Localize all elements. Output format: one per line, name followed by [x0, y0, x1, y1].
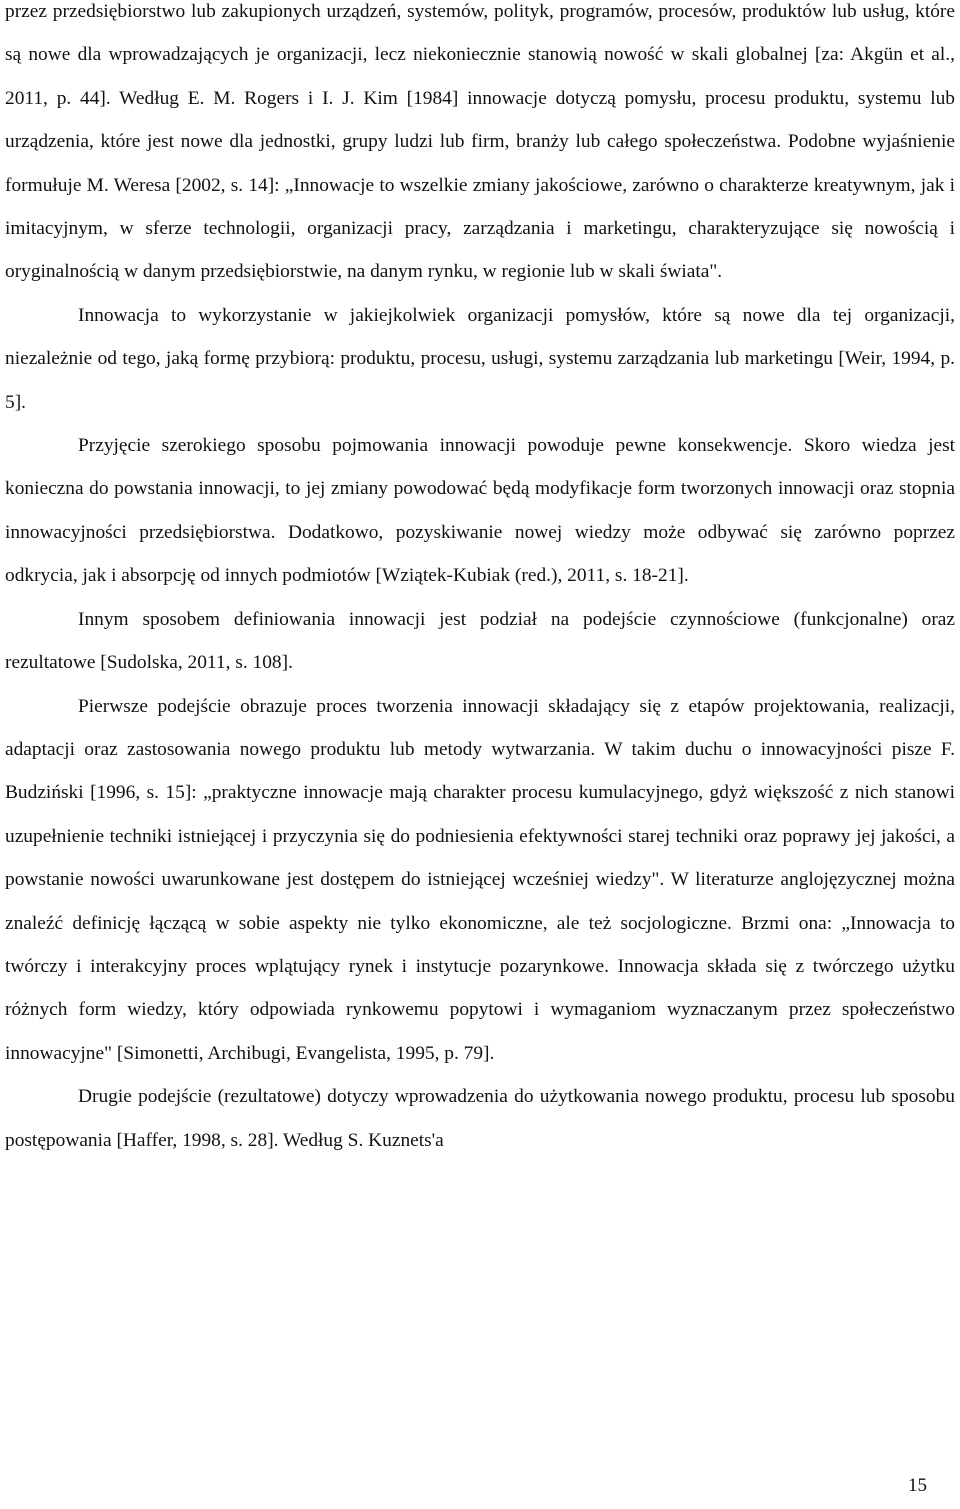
paragraph-another-definition: Innym sposobem definiowania innowacji jest podział na podejście czynnościowe (funkcjonalne) oraz rezultatowe [Sudolska, 2011, s. 108]. — [5, 608, 955, 674]
paragraph-continuation: przez przedsiębiorstwo lub zakupionych urządzeń, systemów, polityk, programów, procesów, produktów lub usług, które są nowe dla wprowadzających je organizacji, lecz niekoniecznie stanowią nowość w skali globalnej [za: Akgün et al., 2011, p. 44]. Według E. M. Rogers i I. J. Kim [1984] innowacje dotyczą pomysłu, procesu produktu, systemu lub urządzenia, które jest nowe dla jednostki, grupy ludzi lub firm, branży lub całego społeczeństwa. Podobne wyjaśnienie formułuje M. Weresa [2002, s. 14]: „Innowacje to wszelkie zmiany jakościowe, zarówno o charakterze kreatywnym, jak i imitacyjnym, w sferze technologii, organizacji pracy, zarządzania i marketingu, charakteryzujące się nowością i oryginalnością w danym przedsiębiorstwie, na danym rynku, w regionie lub w skali świata". — [5, 1, 955, 283]
page-number: 15 — [908, 1475, 927, 1496]
paragraph-first-approach: Pierwsze podejście obrazuje proces tworzenia innowacji składający się z etapów projektowania, realizacji, adaptacji oraz zastosowania nowego produktu lub metody wytwarzania. W takim duchu o innowacyjności pisze F. Budziński [1996, s. 15]: „praktyczne innowacje mają charakter procesu kumulacyjnego, gdyż większość z nich stanowi uzupełnienie techniki istniejącej i przyczynia się do podniesienia efektywności starej techniki oraz poprawy jej jakości, a powstanie nowości uwarunkowane jest dostępem do istniejącej wcześniej wiedzy". W literaturze anglojęzycznej można znaleźć definicję łączącą w sobie aspekty nie tylko ekonomiczne, ale też socjologiczne. Brzmi ona: „Innowacja to twórczy i interakcyjny proces wplątujący rynek i instytucje pozarynkowe. Innowacja składa się z twórczego użytku różnych form wiedzy, który odpowiada rynkowemu popytowi i wymaganiom wyznaczanym przez społeczeństwo innowacyjne" [Simonetti, Archibugi, Evangelista, 1995, p. 79]. — [5, 695, 955, 1064]
paragraph-innovation-definition: Innowacja to wykorzystanie w jakiejkolwiek organizacji pomysłów, które są nowe dla tej organizacji, niezależnie od tego, jaką formę przybiorą: produktu, procesu, usługi, systemu zarządzania lub marketingu [Weir, 1994, p. 5]. — [5, 304, 955, 413]
paragraph-second-approach: Drugie podejście (rezultatowe) dotyczy wprowadzenia do użytkowania nowego produktu, procesu lub sposobu postępowania [Haffer, 1998, s. 28]. Według S. Kuznets'a — [5, 1086, 955, 1151]
document-page — [5, 0, 955, 1162]
paragraph-broad-understanding: Przyjęcie szerokiego sposobu pojmowania innowacji powoduje pewne konsekwencje. Skoro wiedza jest konieczna do powstania innowacji, to jej zmiany powodować będą modyfikacje form tworzonych innowacji oraz stopnia innowacyjności przedsiębiorstwa. Dodatkowo, pozyskiwanie nowej wiedzy może odbywać się zarówno poprzez odkrycia, jak i absorpcję od innych podmiotów [Wziątek-Kubiak (red.), 2011, s. 18-21]. — [5, 435, 955, 587]
